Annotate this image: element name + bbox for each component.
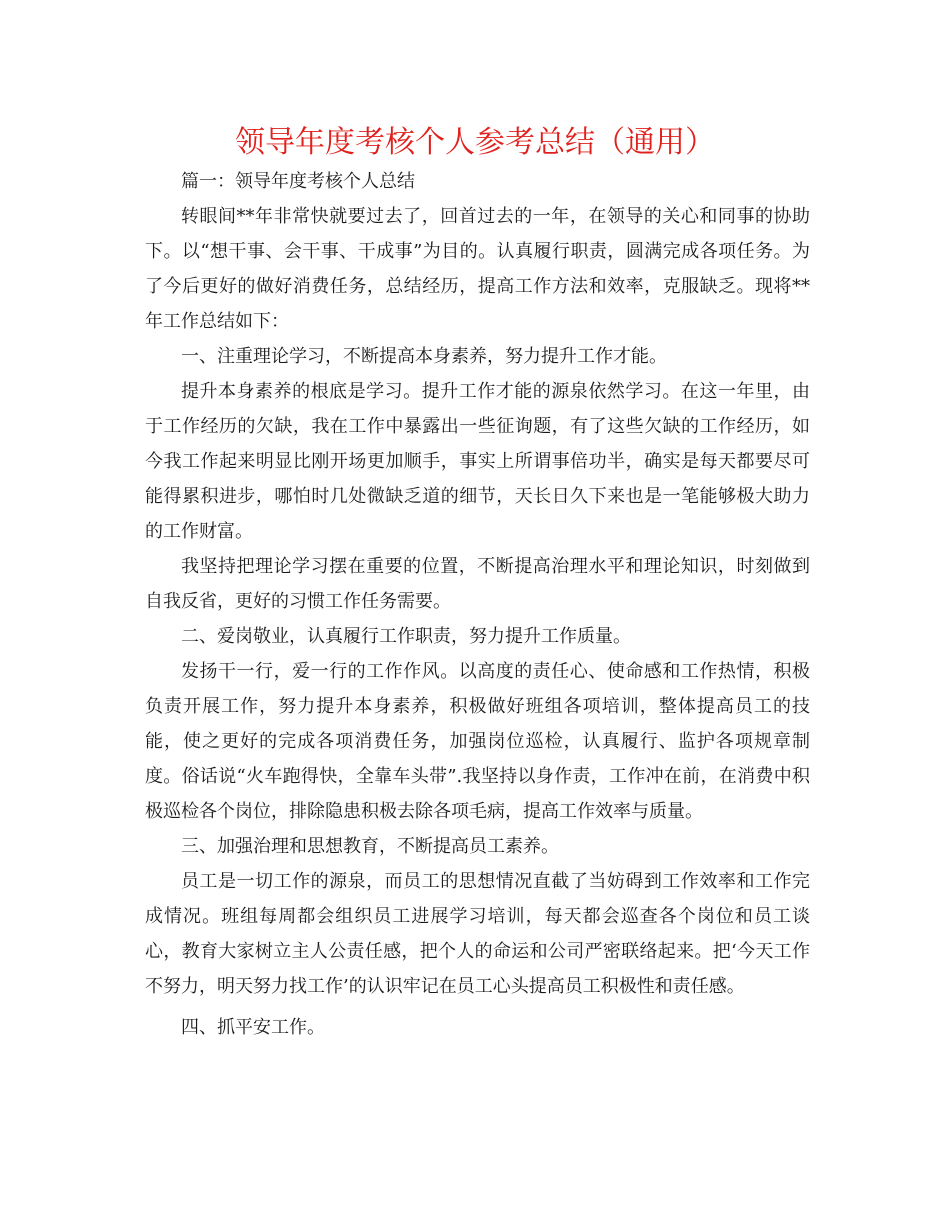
paragraph-section-1b: 我坚持把理论学习摆在重要的位置，不断提高治理水平和理论知识，时刻做到自我反省，更好的习惯工作任务需要。 bbox=[145, 556, 810, 612]
section-heading-1: 一、注重理论学习，不断提高本身素养，努力提升工作才能。 bbox=[181, 346, 667, 367]
document-body bbox=[145, 164, 810, 1045]
document-title: 领导年度考核个人参考总结（通用） bbox=[235, 125, 715, 160]
section-heading-3: 三、加强治理和思想教育，不断提高员工素养。 bbox=[181, 836, 559, 857]
paragraph-section-1a: 提升本身素养的根底是学习。提升工作才能的源泉依然学习。在这一年里，由于工作经历的欠缺，我在工作中暴露出一些征询题，有了这些欠缺的工作经历，如今我工作起来明显比刚开场更加顺手，事实上所谓事倍功半，确实是每天都要尽可能得累积进步，哪怕时几处微缺乏道的细节，天长日久下来也是一笔能够极大助力的工作财富。 bbox=[145, 381, 810, 542]
paragraph-section-2: 发扬干一行，爱一行的工作作风。以高度的责任心、使命感和工作热情，积极负责开展工作，努力提升本身素养，积极做好班组各项培训，整体提高员工的技能，使之更好的完成各项消费任务，加强岗位巡检，认真履行、监护各项规章制度。俗话说“火车跑得快，全靠车头带”.我坚持以身作责，工作冲在前，在消费中积极巡检各个岗位，排除隐患积极去除各项毛病，提高工作效率与质量。 bbox=[145, 661, 810, 822]
section-heading-4: 四、抓平安工作。 bbox=[181, 1017, 325, 1038]
section-heading-2: 二、爱岗敬业，认真履行工作职责，努力提升工作质量。 bbox=[181, 626, 631, 647]
paragraph-section-3: 员工是一切工作的源泉，而员工的思想情况直截了当妨碍到工作效率和工作完成情况。班组每周都会组织员工进展学习培训，每天都会巡查各个岗位和员工谈心，教育大家树立主人公责任感，把个人的命运和公司严密联络起来。把‘今天工作不努力，明天努力找工作’的认识牢记在员工心头提高员工积极性和责任感。 bbox=[145, 871, 810, 997]
paragraph-intro: 转眼间**年非常快就要过去了，回首过去的一年，在领导的关心和同事的协助下。以“想干事、会干事、干成事”为目的。认真履行职责，圆满完成各项任务。为了今后更好的做好消费任务，总结经历，提高工作方法和效率，克服缺乏。现将**年工作总结如下： bbox=[145, 206, 810, 332]
section-subtitle: 篇一：领导年度考核个人总结 bbox=[181, 171, 415, 192]
